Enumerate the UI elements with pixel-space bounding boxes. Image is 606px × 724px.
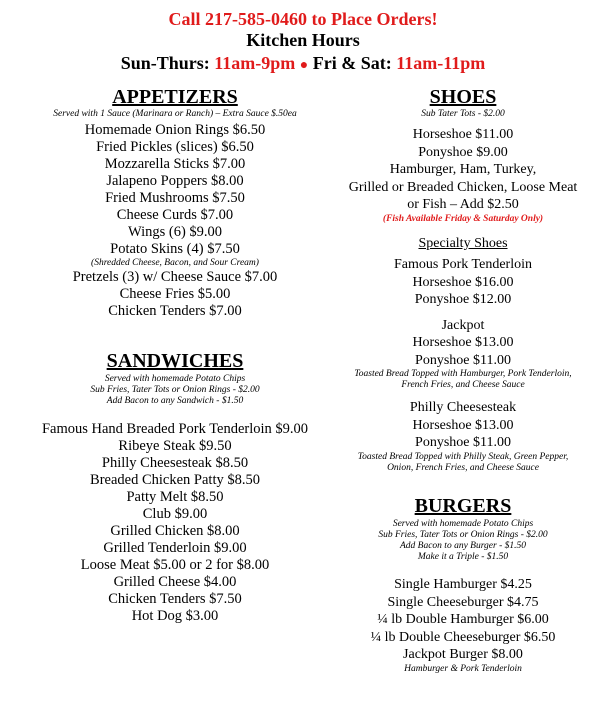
menu-item: or Fish – Add $2.50: [407, 197, 519, 212]
menu-item: Philly Cheesesteak $8.50: [101, 455, 249, 471]
menu-item: Fried Mushrooms $7.50: [105, 190, 245, 206]
menu-item: Horseshoe $13.00: [412, 335, 514, 350]
sandwiches-note: Add Bacon to any Sandwich - $1.50: [106, 396, 244, 406]
burgers-note: Make it a Triple - $1.50: [417, 552, 509, 562]
sandwiches-title: SANDWICHES: [106, 350, 244, 372]
sandwiches-section: [0, 350, 350, 625]
menu-item: Horseshoe $13.00: [412, 417, 514, 433]
philly-shoe-note: Toasted Bread Topped with Philly Steak, Green Pepper,: [357, 451, 569, 462]
menu-item: Ponyshoe $11.00: [415, 435, 511, 450]
bullet-dot-icon: ●: [299, 58, 309, 73]
burgers-section: [320, 495, 606, 675]
menu-item: Hamburger, Ham, Turkey,: [389, 162, 537, 177]
menu-item: ¼ lb Double Cheeseburger $6.50: [370, 629, 556, 645]
specialty-shoes-section: [320, 235, 606, 474]
menu-item: Chicken Tenders $7.50: [108, 591, 242, 607]
menu-item: Ponyshoe $12.00: [414, 292, 512, 307]
menu-item: Famous Hand Breaded Pork Tenderloin $9.00: [41, 421, 309, 437]
appetizers-title: APPETIZERS: [112, 86, 238, 108]
jackpot-burger-note: Hamburger & Pork Tenderloin: [404, 663, 522, 674]
menu-item: Horseshoe $16.00: [412, 274, 514, 290]
hours-time-1: 11am-9pm: [214, 53, 296, 73]
fish-availability-note: (Fish Available Friday & Saturday Only): [382, 213, 544, 224]
menu-item: Philly Cheesesteak: [409, 400, 517, 415]
shoes-note: Sub Tater Tots - $2.00: [421, 109, 505, 119]
menu-item: Famous Pork Tenderloin: [394, 257, 532, 272]
appetizers-note: Served with 1 Sauce (Marinara or Ranch) – Extra Sauce $.50ea: [53, 109, 297, 119]
menu-item: Wings (6) $9.00: [127, 224, 223, 240]
menu-item: Club $9.00: [142, 506, 208, 522]
menu-item: Ponyshoe $9.00: [418, 144, 508, 160]
menu-item: Single Cheeseburger $4.75: [387, 594, 539, 610]
hours-line: [0, 51, 606, 78]
menu-item: Jackpot: [441, 317, 485, 333]
menu-item: Single Hamburger $4.25: [394, 577, 532, 592]
menu-header: [0, 8, 606, 78]
menu-item: Grilled Chicken $8.00: [110, 523, 240, 539]
sandwiches-note: Sub Fries, Tater Tots or Onion Rings - $2.00: [90, 385, 260, 395]
menu-item: ¼ lb Double Hamburger $6.00: [377, 612, 549, 627]
menu-item: Hot Dog $3.00: [131, 608, 219, 624]
menu-item: Patty Melt $8.50: [126, 489, 224, 505]
call-to-order: Call 217-585-0460 to Place Orders!: [168, 9, 438, 29]
hours-days-1: Sun-Thurs:: [120, 53, 210, 73]
burgers-note: Add Bacon to any Burger - $1.50: [399, 541, 527, 551]
burgers-note: Sub Fries, Tater Tots or Onion Rings - $2.00: [378, 530, 548, 540]
menu-item: Jalapeno Poppers $8.00: [106, 173, 244, 189]
shoes-title: SHOES: [429, 86, 497, 108]
kitchen-hours-label: Kitchen Hours: [246, 30, 360, 50]
menu-item: Ribeye Steak $9.50: [118, 438, 232, 454]
menu-item: Breaded Chicken Patty $8.50: [90, 472, 260, 488]
menu-item: Jackpot Burger $8.00: [403, 647, 523, 662]
jackpot-shoe-note: Toasted Bread Topped with Hamburger, Pork Tenderloin,: [354, 369, 572, 379]
specialty-shoes-title: Specialty Shoes: [418, 236, 508, 251]
menu-item: Homemade Onion Rings $6.50: [84, 122, 266, 138]
menu-item: Cheese Curds $7.00: [116, 207, 234, 223]
menu-item: Grilled Tenderloin $9.00: [103, 540, 247, 556]
menu-item: Horseshoe $11.00: [412, 127, 514, 142]
menu-item: Grilled Cheese $4.00: [113, 574, 237, 590]
menu-item: Ponyshoe $11.00: [415, 352, 511, 368]
shoes-section: [320, 86, 606, 225]
menu-item: Chicken Tenders $7.00: [108, 303, 242, 319]
menu-item: Cheese Fries $5.00: [119, 286, 231, 302]
philly-shoe-note: Onion, French Fries, and Cheese Sauce: [387, 462, 539, 473]
burgers-note: Served with homemade Potato Chips: [392, 519, 534, 529]
menu-item: Potato Skins (4) $7.50: [110, 241, 240, 257]
menu-item: Fried Pickles (slices) $6.50: [96, 139, 254, 155]
menu-item: Pretzels (3) w/ Cheese Sauce $7.00: [72, 269, 278, 285]
hours-time-2: 11am-11pm: [396, 53, 486, 73]
burgers-title: BURGERS: [414, 495, 512, 517]
potato-skins-note: (Shredded Cheese, Bacon, and Sour Cream): [91, 258, 259, 268]
menu-item: Mozzarella Sticks $7.00: [104, 156, 246, 172]
sandwiches-note: Served with homemade Potato Chips: [104, 374, 246, 384]
appetizers-section: [0, 86, 350, 320]
jackpot-shoe-note: French Fries, and Cheese Sauce: [401, 380, 525, 390]
menu-item: Loose Meat $5.00 or 2 for $8.00: [80, 557, 270, 573]
hours-days-2: Fri & Sat:: [312, 53, 392, 73]
menu-item: Grilled or Breaded Chicken, Loose Meat: [348, 179, 578, 195]
